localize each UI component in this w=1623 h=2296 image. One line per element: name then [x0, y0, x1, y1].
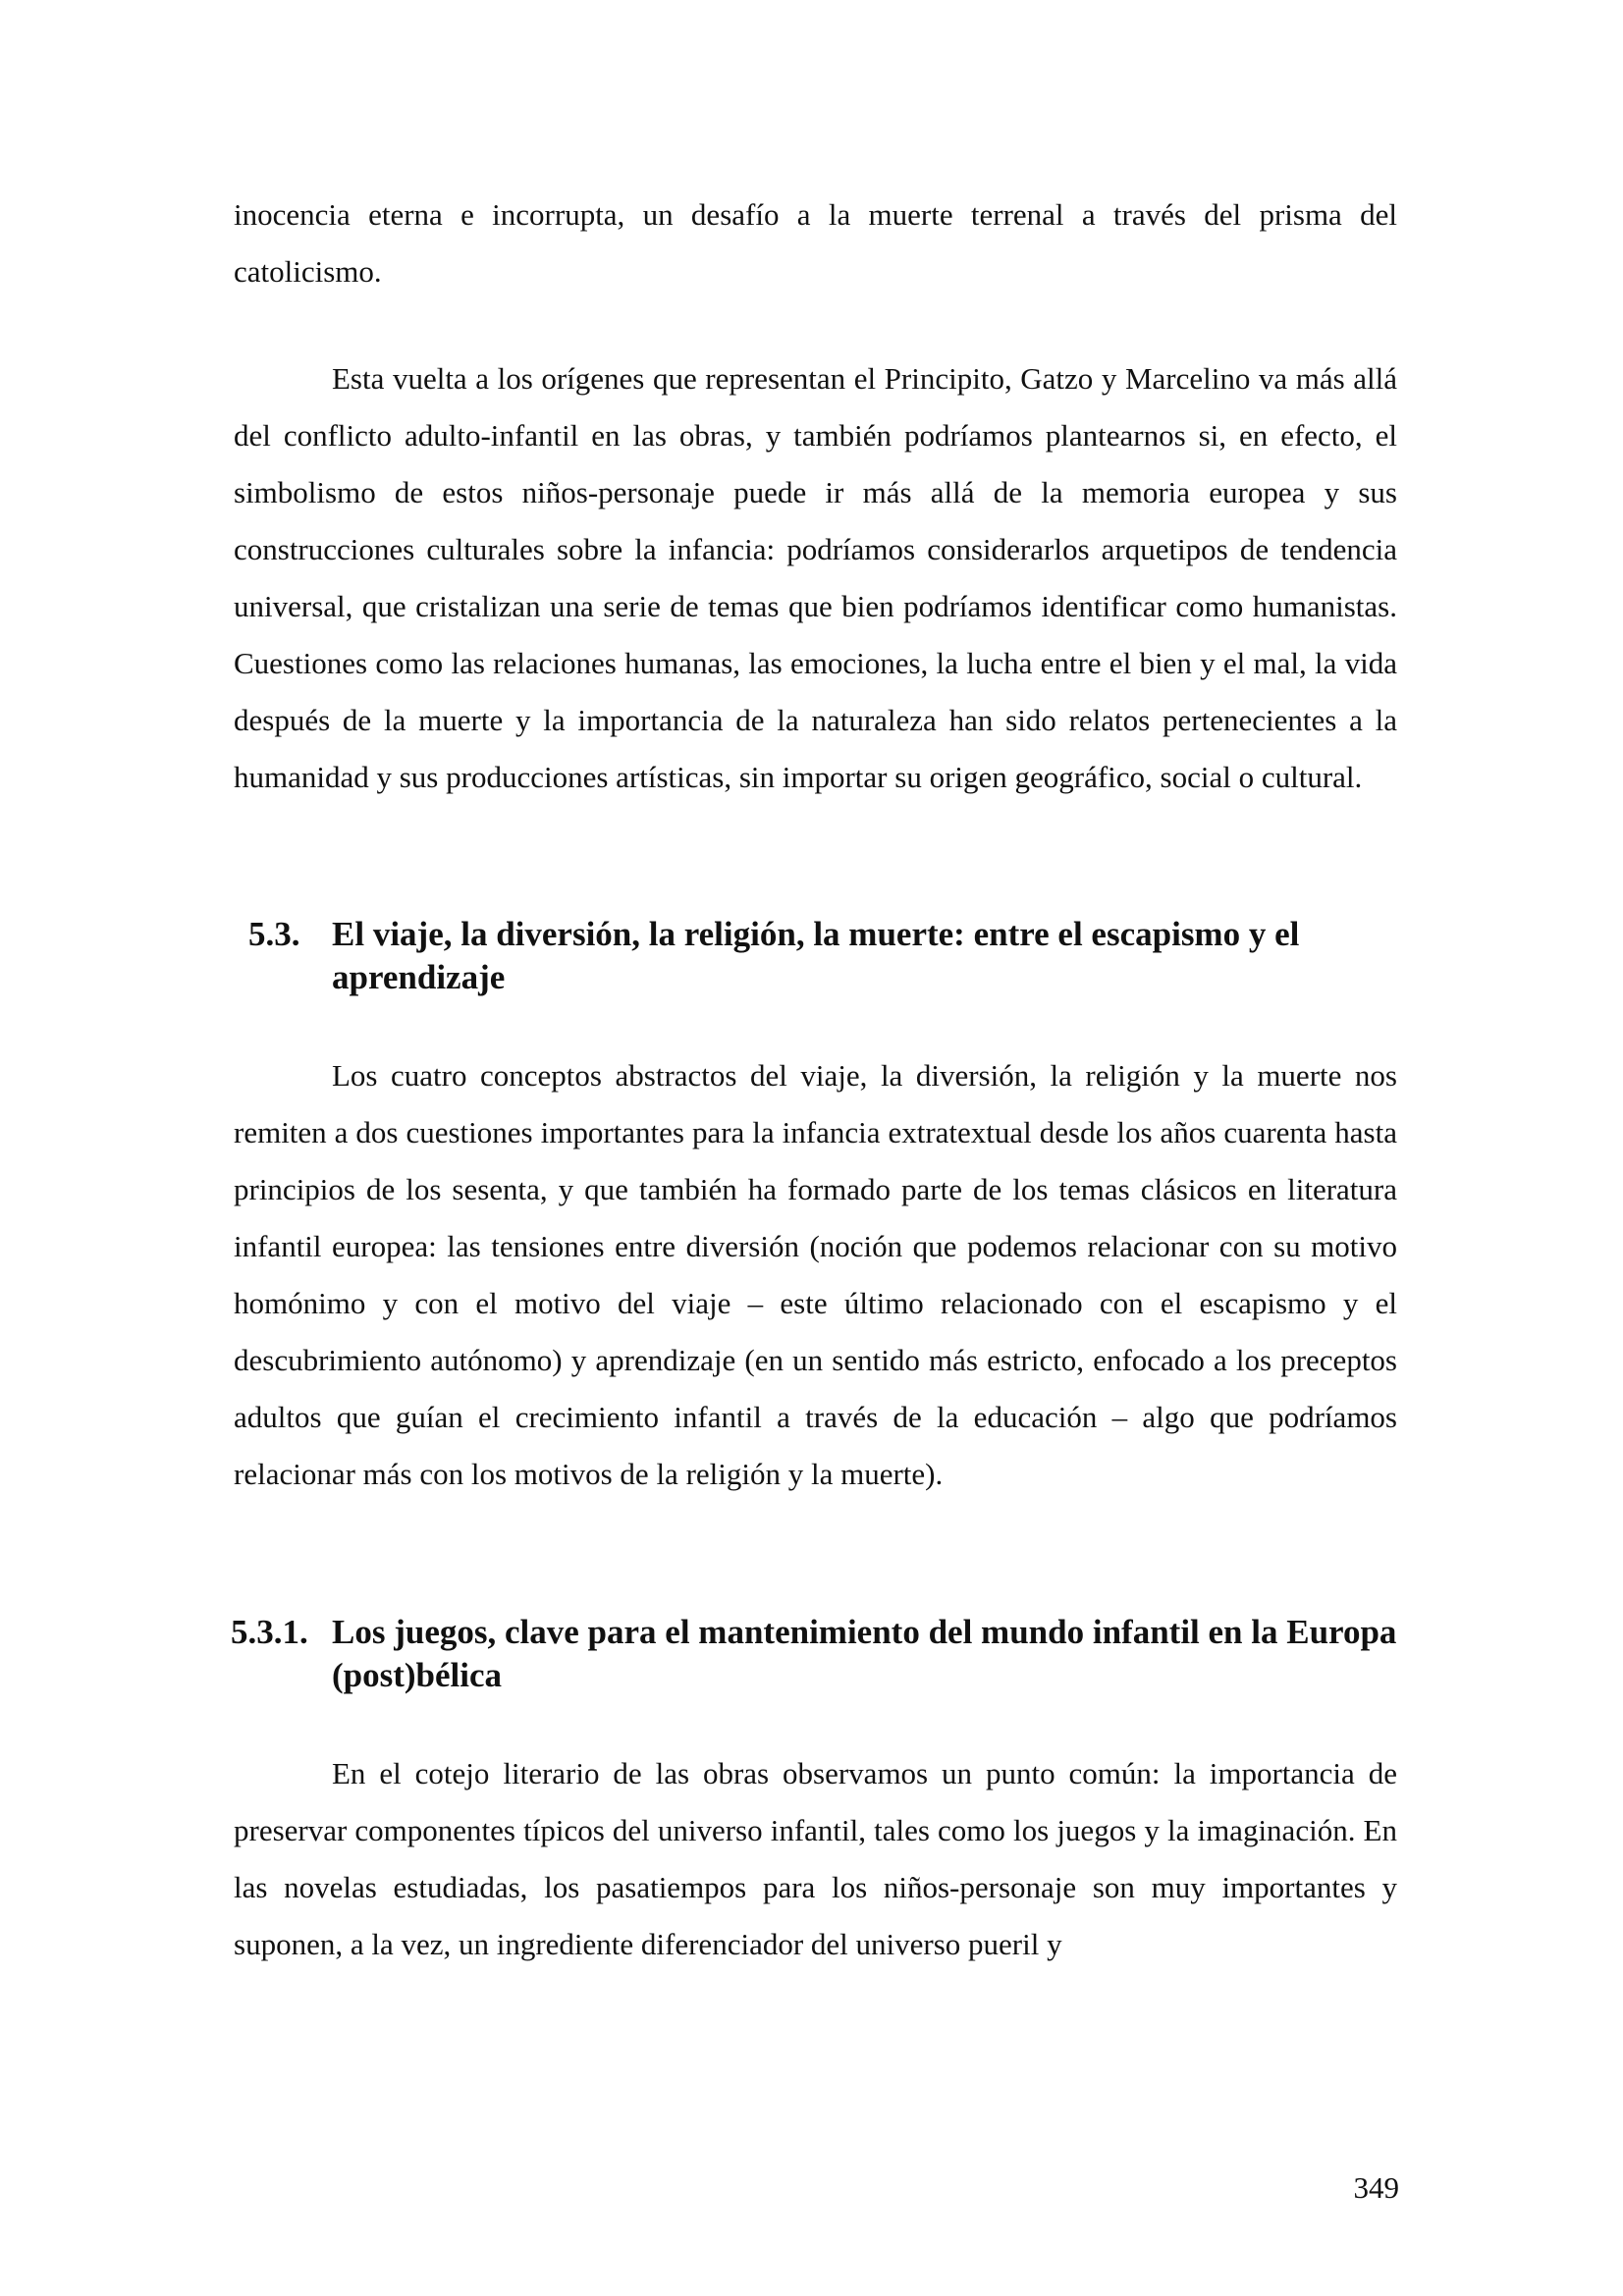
subsection-number: 5.3.1. [231, 1613, 308, 1651]
page-body [231, 187, 1397, 1973]
paragraph-continuation: inocencia eterna e incorrupta, un desafío a la muerte terrenal a través del prisma del catolicismo. [234, 197, 1397, 289]
paragraph-concepts: Los cuatro conceptos abstractos del viaje, la diversión, la religión y la muerte nos remiten a dos cuestiones importantes para la infancia extratextual desde los años cuarenta hasta principios de los sesenta, y que también ha formado parte de los temas clásicos en literatura infantil europea: las tensiones entre diversión (noción que podemos relacionar con su motivo homónimo y con el motivo del viaje – este último relacionado con el escapismo y el descubrimiento autónomo) y aprendizaje (en un sentido más estricto, enfocado a los preceptos adultos que guían el crecimiento infantil a través de la educación – algo que podríamos relacionar más con los motivos de la religión y la muerte). [234, 1058, 1397, 1491]
subsection-title: Los juegos, clave para el mantenimiento del mundo infantil en la Europa (post)bélica [332, 1613, 1397, 1694]
section-heading-5-3-1 [231, 1611, 1397, 1697]
section-heading-5-3 [234, 913, 1397, 999]
section-title: El viaje, la diversión, la religión, la muerte: entre el escapismo y el aprendizaje [332, 915, 1300, 996]
page-number: 349 [1353, 2170, 1399, 2205]
section-number: 5.3. [248, 915, 300, 953]
paragraph-games: En el cotejo literario de las obras observamos un punto común: la importancia de preservar componentes típicos del universo infantil, tales como los juegos y la imaginación. En las novelas estudiadas, los pasatiempos para los niños-personaje son muy importantes y suponen, a la vez, un ingrediente diferenciador del universo pueril y [234, 1756, 1397, 1961]
paragraph-origins: Esta vuelta a los orígenes que representan el Principito, Gatzo y Marcelino va más allá del conflicto adulto-infantil en las obras, y también podríamos plantearnos si, en efecto, el simbolismo de estos niños-personaje puede ir más allá de la memoria europea y sus construcciones culturales sobre la infancia: podríamos considerarlos arquetipos de tendencia universal, que cristalizan una serie de temas que bien podríamos identificar como humanistas. Cuestiones como las relaciones humanas, las emociones, la lucha entre el bien y el mal, la vida después de la muerte y la importancia de la naturaleza han sido relatos pertenecientes a la humanidad y sus producciones artísticas, sin importar su origen geográfico, social o cultural. [234, 361, 1397, 794]
